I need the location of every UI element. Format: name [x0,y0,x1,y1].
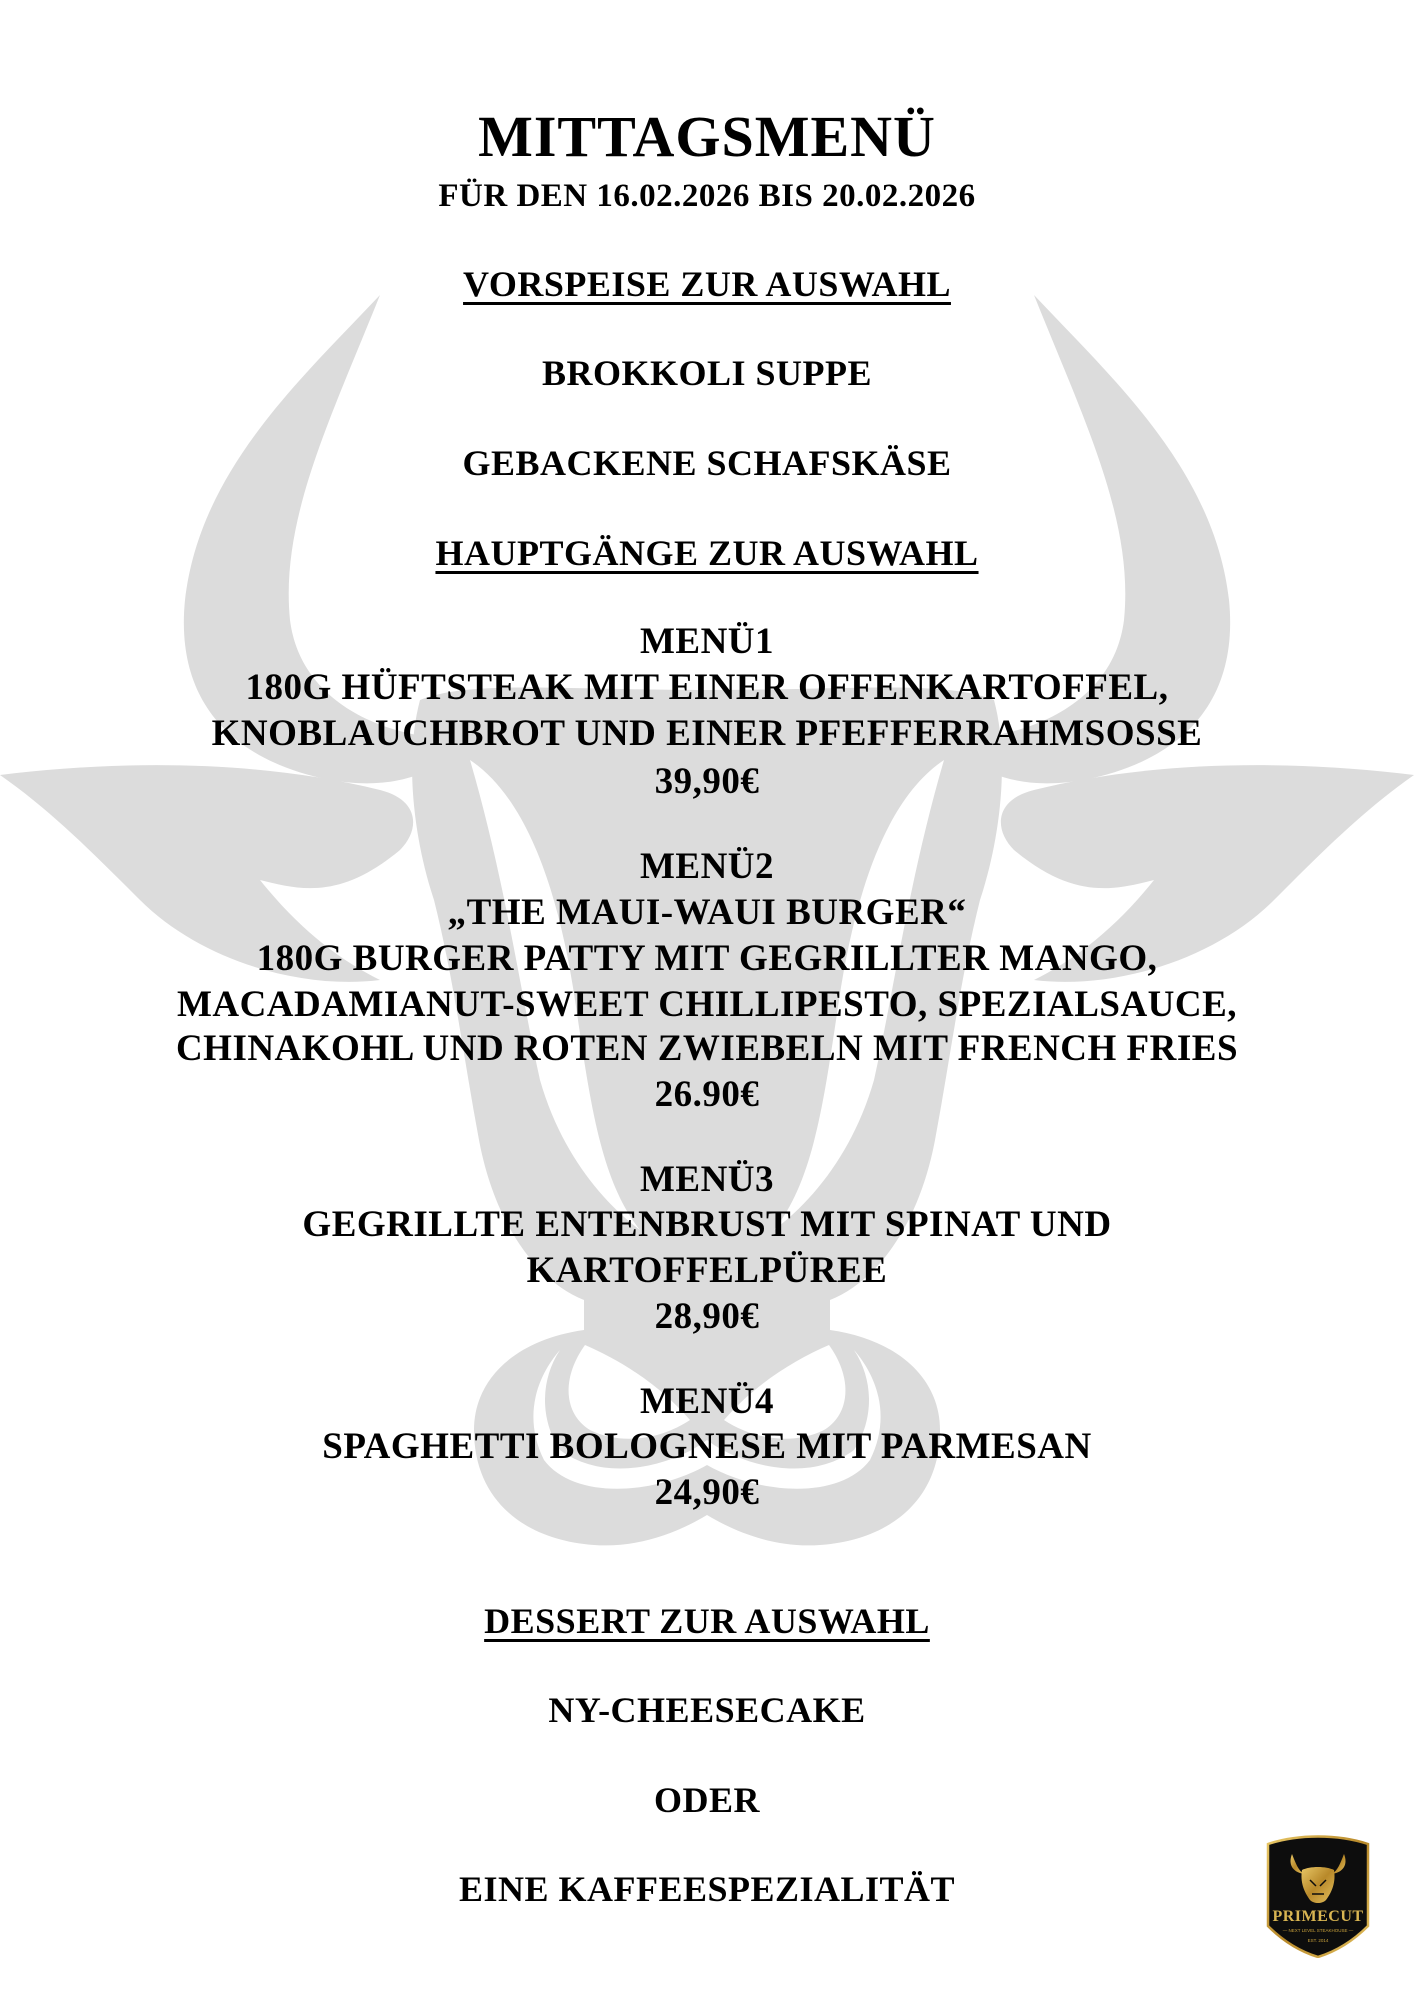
menu-price: 39,90€ [654,761,760,802]
menu-description: KARTOFFELPÜREE [526,1250,888,1291]
menu-label: MENÜ3 [639,1159,775,1200]
logo-name: PRIMECUT [1272,1908,1364,1925]
logo-tagline: — NEXT LEVEL STEAKHOUSE — [1282,1928,1354,1933]
desserts-heading: DESSERT ZUR AUSWAHL [484,1601,930,1641]
primecut-logo [1262,1830,1374,1958]
menu-label: MENÜ1 [639,621,775,662]
dessert-item: EINE KAFFEESPEZIALITÄT [458,1869,956,1909]
menu-description: 180G BURGER PATTY MIT GEGRILLTER MANGO, [256,938,1158,979]
mains-heading: HAUPTGÄNGE ZUR AUSWAHL [435,533,979,573]
dessert-separator: ODER [653,1780,760,1820]
menu-description: SPAGHETTI BOLOGNESE MIT PARMESAN [322,1426,1092,1467]
starter-item: BROKKOLI SUPPE [541,353,873,393]
menu-description: GEGRILLTE ENTENBRUST MIT SPINAT UND [302,1204,1112,1245]
menu-price: 24,90€ [654,1472,760,1513]
logo-established: EST. 2014 [1307,1938,1329,1943]
menu-description: CHINAKOHL UND ROTEN ZWIEBELN MIT FRENCH FRIES [175,1028,1239,1069]
date-range: FÜR DEN 16.02.2026 BIS 20.02.2026 [438,178,976,214]
menu-description: KNOBLAUCHBROT UND EINER PFEFFERRAHMSOSSE [211,713,1203,754]
menu-label: MENÜ2 [639,846,775,887]
menu-label: MENÜ4 [639,1381,775,1422]
menu-description: „THE MAUI-WAUI BURGER“ [447,892,967,933]
menu-price: 28,90€ [654,1296,760,1337]
starter-item: GEBACKENE SCHAFSKÄSE [462,443,952,483]
page-title: MITTAGSMENÜ [478,104,936,169]
menu-description: 180G HÜFTSTEAK MIT EINER OFFENKARTOFFEL, [245,667,1169,708]
menu-description: MACADAMIANUT-SWEET CHILLIPESTO, SPEZIALSAUCE, [176,984,1238,1025]
dessert-item: NY-CHEESECAKE [548,1690,866,1730]
starters-heading: VORSPEISE ZUR AUSWAHL [463,264,951,304]
menu-price: 26.90€ [654,1074,760,1115]
